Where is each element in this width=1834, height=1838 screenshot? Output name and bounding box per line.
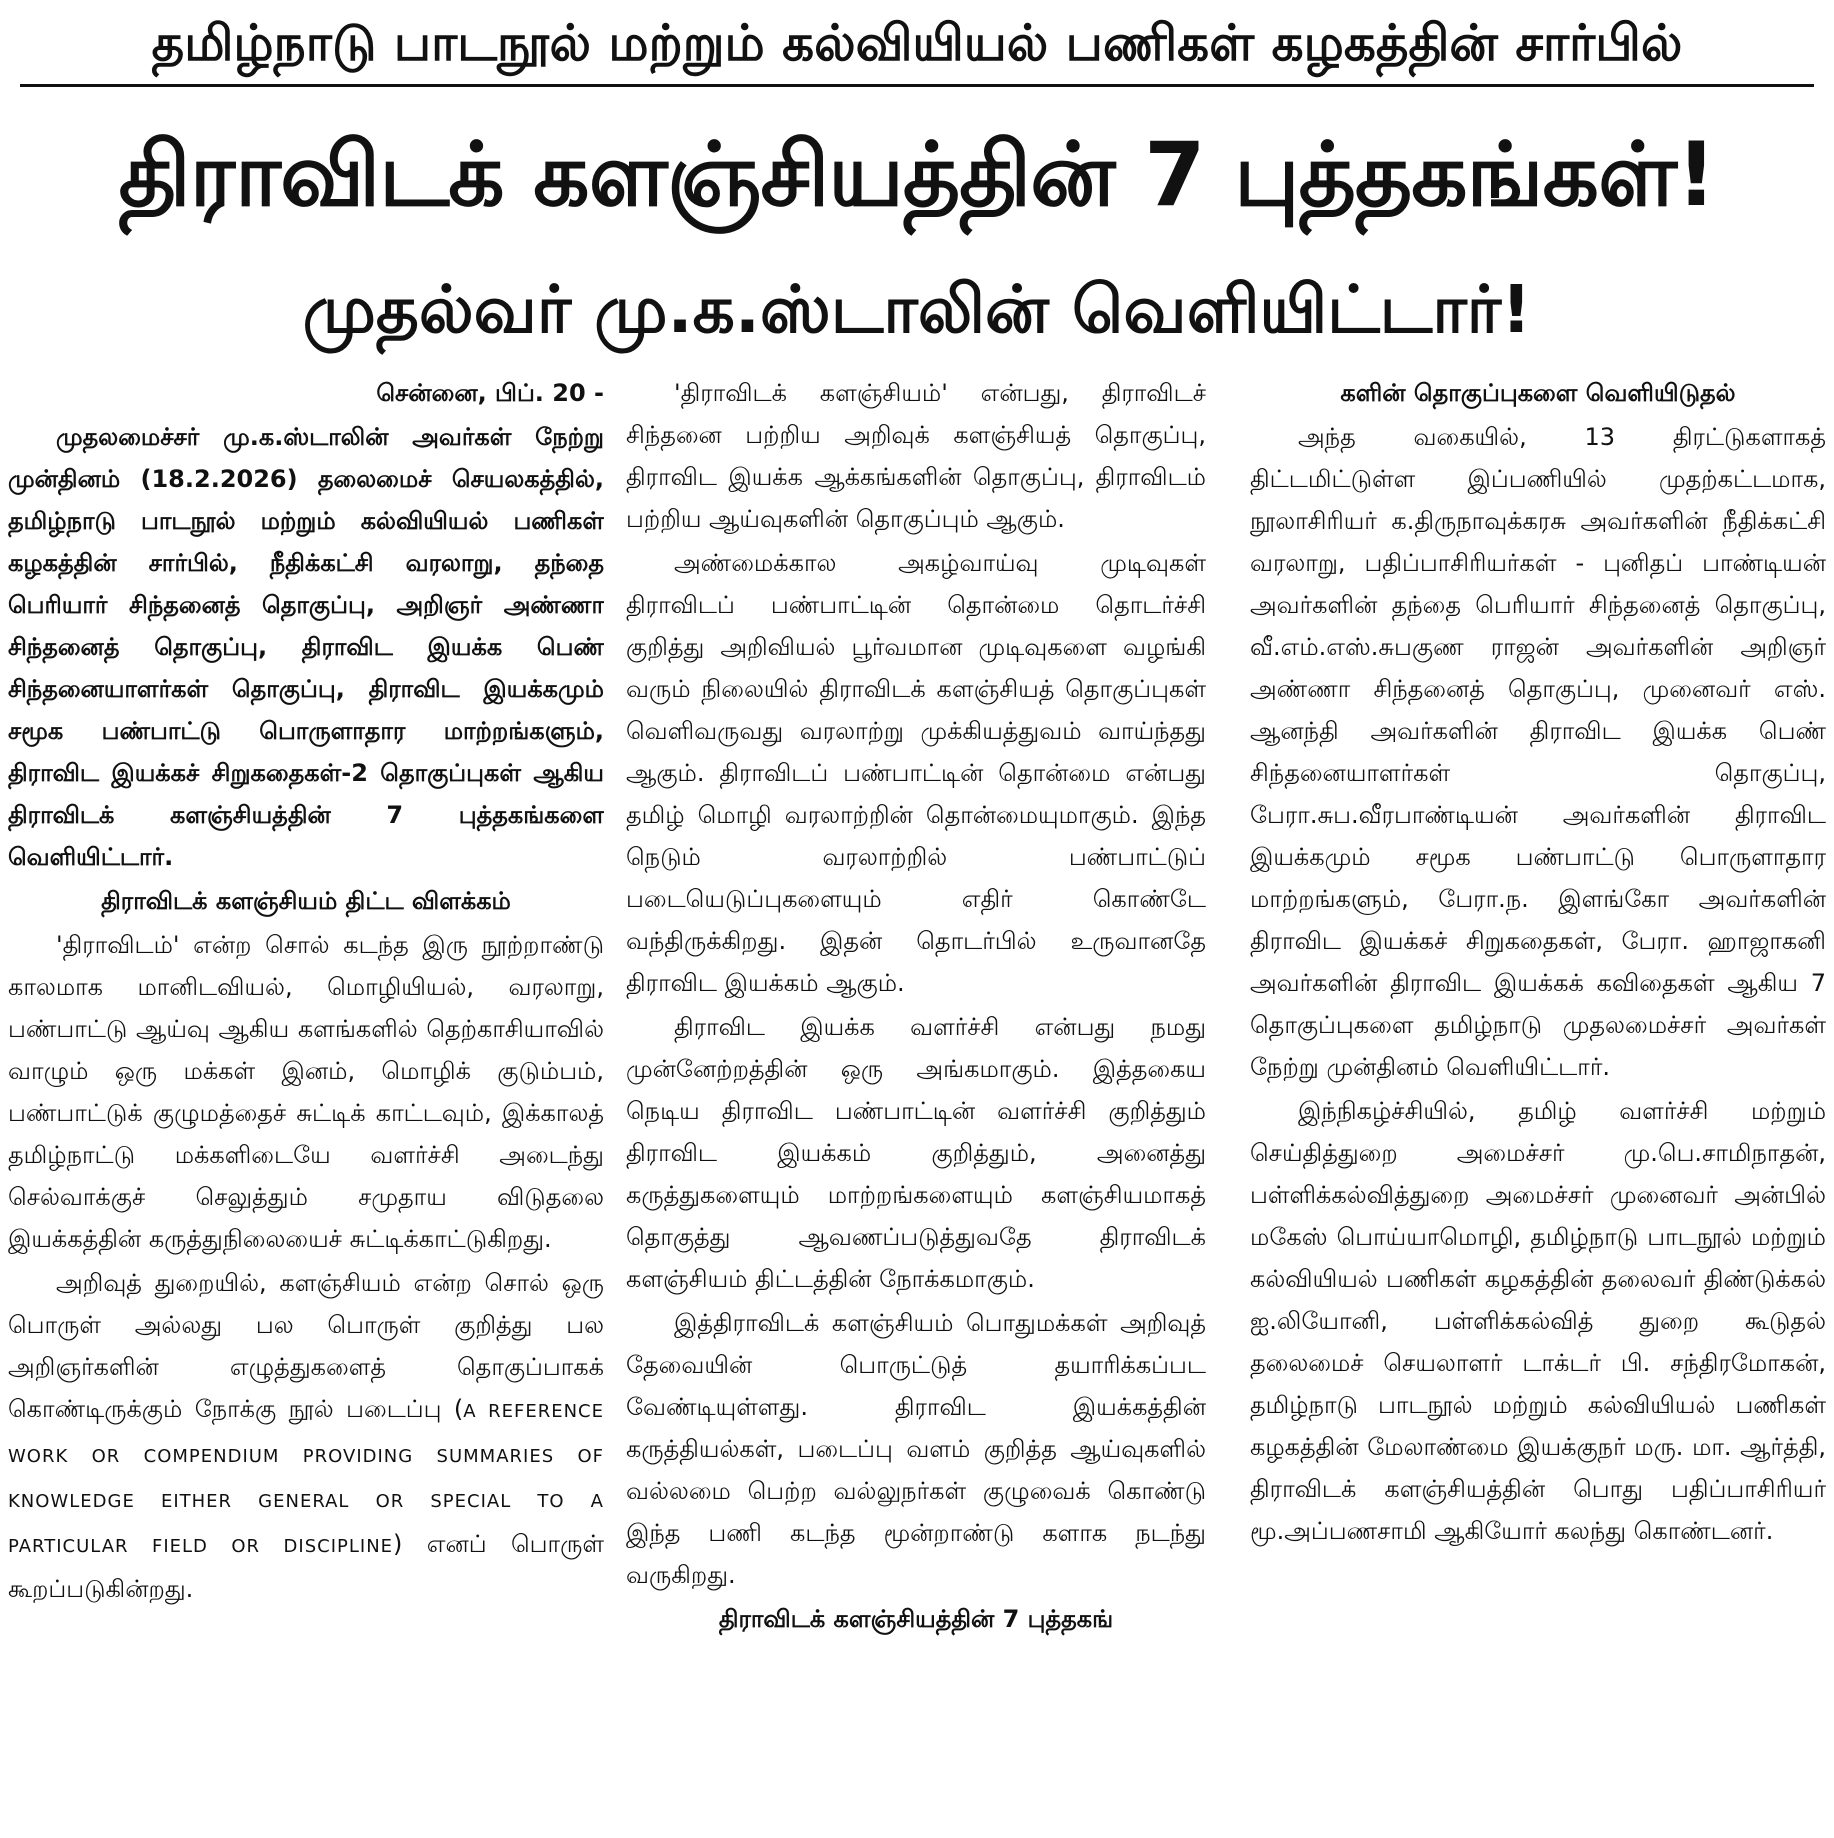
paragraph-text: அறிவுத் துறையில், களஞ்சியம் என்ற சொல் ஒரு பொருள் அல்லது பல பொருள் குறித்து பல அறிஞர்களின் எழுத்துகளைத் தொகுப்பாகக் கொண்டிருக்கும் நோக்கு நூல் படைப்பு ( bbox=[8, 1269, 604, 1423]
english-definition: A REFERENCE WORK OR COMPENDIUM PROVIDING SUMMARIES OF KNOWLEDGE EITHER GENERAL OR SPECIAL TO A PARTICULAR FIELD OR DISCIPLINE bbox=[8, 1401, 604, 1557]
body-paragraph: திராவிட இயக்க வளர்ச்சி என்பது நமது முன்னேற்றத்தின் ஒரு அங்கமாகும். இத்தகைய நெடிய திராவிட பண்பாட்டின் வளர்ச்சி குறித்தும் திராவிட இயக்கம் குறித்தும், அனைத்து கருத்துகளையும் மாற்றங்களையும் களஞ்சியமாகத் தொகுத்து ஆவணப்படுத்துவதே திராவிடக் களஞ்சியம் திட்டத்தின் நோக்கமாகும். bbox=[626, 1013, 1206, 1293]
subheadline: முதல்வர் மு.க.ஸ்டாலின் வெளியிட்டார்! bbox=[302, 271, 1532, 348]
lead-paragraph: முதலமைச்சர் மு.க.ஸ்டாலின் அவர்கள் நேற்று முன்தினம் (18.2.2026) தலைமைச் செயலகத்தில், தமிழ்நாடு பாடநூல் மற்றும் கல்வியியல் பணிகள் கழகத்தின் சார்பில், நீதிக்கட்சி வரலாறு, தந்தை பெரியார் சிந்தனைத் தொகுப்பு, அறிஞர் அண்ணா சிந்தனைத் தொகுப்பு, திராவிட இயக்க பெண் சிந்தனையாளர்கள் தொகுப்பு, திராவிட இயக்கமும் சமூக பண்பாட்டு பொருளாதார மாற்றங்களும், திராவிட இயக்கச் சிறுகதைகள்-2 தொகுப்புகள் ஆகிய திராவிடக் களஞ்சியத்தின் 7 புத்தகங்களை வெளியிட்டார். bbox=[8, 423, 604, 871]
section-subheading-continued: களின் தொகுப்புகளை வெளியிடுதல் bbox=[1340, 379, 1736, 407]
section-subheading: திராவிடக் களஞ்சியத்தின் 7 புத்தகங் bbox=[718, 1605, 1114, 1633]
body-paragraph: இத்திராவிடக் களஞ்சியம் பொதுமக்கள் அறிவுத் தேவையின் பொருட்டுத் தயாரிக்கப்பட வேண்டியுள்ளது. திராவிட இயக்கத்தின் கருத்தியல்கள், படைப்பு வளம் குறித்த ஆய்வுகளில் வல்லமை பெற்ற வல்லுநர்கள் குழுவைக் கொண்டு இந்த பணி கடந்த மூன்றாண்டு களாக நடந்து வருகிறது. bbox=[626, 1309, 1206, 1589]
body-paragraph: அண்மைக்கால அகழ்வாய்வு முடிவுகள் திராவிடப் பண்பாட்டின் தொன்மை தொடர்ச்சி குறித்து அறிவியல் பூர்வமான முடிவுகளை வழங்கி வரும் நிலையில் திராவிடக் களஞ்சியத் தொகுப்புகள் வெளிவருவது வரலாற்று முக்கியத்துவம் வாய்ந்தது ஆகும். திராவிடப் பண்பாட்டின் தொன்மை என்பது தமிழ் மொழி வரலாற்றின் தொன்மையுமாகும். இந்த நெடும் வரலாற்றில் பண்பாட்டுப் படையெடுப்புகளையும் எதிர் கொண்டே வந்திருக்கிறது. இதன் தொடர்பில் உருவானதே திராவிட இயக்கம் ஆகும். bbox=[626, 549, 1206, 997]
paragraph-text: ) எனப் பொருள் கூறப்படுகின்றது. bbox=[8, 1530, 604, 1603]
article-column-3 bbox=[1250, 372, 1826, 1822]
section-subheading: திராவிடக் களஞ்சியம் திட்ட விளக்கம் bbox=[101, 887, 511, 915]
kicker-line: தமிழ்நாடு பாடநூல் மற்றும் கல்வியியல் பணிகள் கழகத்தின் சார்பில் bbox=[151, 14, 1683, 72]
dateline: சென்னை, பிப். 20 - bbox=[376, 379, 604, 407]
body-paragraph: 'திராவிடக் களஞ்சியம்' என்பது, திராவிடச் சிந்தனை பற்றிய அறிவுக் களஞ்சியத் தொகுப்பு, திராவிட இயக்க ஆக்கங்களின் தொகுப்பு, திராவிடம் பற்றிய ஆய்வுகளின் தொகுப்பும் ஆகும். bbox=[626, 379, 1206, 533]
article-column-1 bbox=[8, 372, 604, 1822]
article-column-2 bbox=[626, 372, 1206, 1822]
headline: திராவிடக் களஞ்சியத்தின் 7 புத்தகங்கள்! bbox=[118, 123, 1716, 226]
body-paragraph: 'திராவிடம்' என்ற சொல் கடந்த இரு நூற்றாண்டு காலமாக மானிடவியல், மொழியியல், வரலாறு, பண்பாட்டு ஆய்வு ஆகிய களங்களில் தெற்காசியாவில் வாழும் ஒரு மக்கள் இனம், மொழிக் குடும்பம், பண்பாட்டுக் குழுமத்தைச் சுட்டிக் காட்டவும், இக்காலத் தமிழ்நாட்டு மக்களிடையே வளர்ச்சி அடைந்து செல்வாக்குச் செலுத்தும் சமுதாய விடுதலை இயக்கத்தின் கருத்துநிலையைச் சுட்டிக்காட்டுகிறது. bbox=[8, 931, 604, 1253]
body-paragraph bbox=[8, 1262, 604, 1610]
body-paragraph: இந்நிகழ்ச்சியில், தமிழ் வளர்ச்சி மற்றும் செய்தித்துறை அமைச்சர் மு.பெ.சாமிநாதன், பள்ளிக்கல்வித்துறை அமைச்சர் முனைவர் அன்பில் மகேஸ் பொய்யாமொழி, தமிழ்நாடு பாடநூல் மற்றும் கல்வியியல் பணிகள் கழகத்தின் தலைவர் திண்டுக்கல் ஐ.லியோனி, பள்ளிக்கல்வித் துறை கூடுதல் தலைமைச் செயலாளர் டாக்டர் பி. சந்திரமோகன், தமிழ்நாடு பாடநூல் மற்றும் கல்வியியல் பணிகள் கழகத்தின் மேலாண்மை இயக்குநர் மரு. மா. ஆர்த்தி, திராவிடக் களஞ்சியத்தின் பொது பதிப்பாசிரியர் மூ.அப்பணசாமி ஆகியோர் கலந்து கொண்டனர். bbox=[1250, 1097, 1826, 1545]
body-paragraph: அந்த வகையில், 13 திரட்டுகளாகத் திட்டமிட்டுள்ள இப்பணியில் முதற்கட்டமாக, நூலாசிரியர் க.திருநாவுக்கரசு அவர்களின் நீதிக்கட்சி வரலாறு, பதிப்பாசிரியர்கள் - புனிதப் பாண்டியன் அவர்களின் தந்தை பெரியார் சிந்தனைத் தொகுப்பு, வீ.எம்.எஸ்.சுபகுண ராஜன் அவர்களின் அறிஞர் அண்ணா சிந்தனைத் தொகுப்பு, முனைவர் எஸ். ஆனந்தி அவர்களின் திராவிட இயக்க பெண் சிந்தனையாளர்கள் தொகுப்பு, பேரா.சுப.வீரபாண்டியன் அவர்களின் திராவிட இயக்கமும் சமூக பண்பாட்டு பொருளாதார மாற்றங்களும், பேரா.ந. இளங்கோ அவர்களின் திராவிட இயக்கச் சிறுகதைகள், பேரா. ஹாஜாகனி அவர்களின் திராவிட இயக்கக் கவிதைகள் ஆகிய 7 தொகுப்புகளை தமிழ்நாடு முதலமைச்சர் அவர்கள் நேற்று முன்தினம் வெளியிட்டார். bbox=[1250, 423, 1826, 1081]
kicker-rule bbox=[20, 84, 1814, 87]
